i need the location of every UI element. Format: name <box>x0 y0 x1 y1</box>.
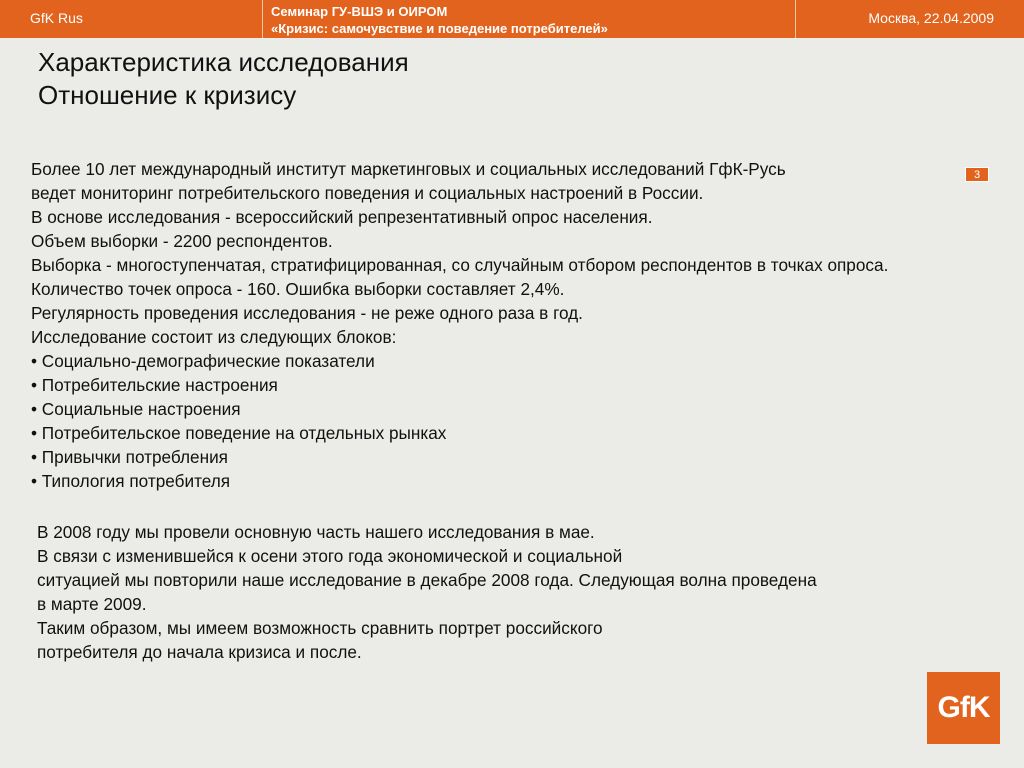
text-line: потребителя до начала кризиса и после. <box>37 642 362 662</box>
text-line: ситуацией мы повторили наше исследование в декабре 2008 года. Следующая волна проведена <box>37 570 817 590</box>
page-number-badge: 3 <box>965 167 989 182</box>
text-line: В связи с изменившейся к осени этого года экономической и социальной <box>37 546 623 566</box>
bullet-item: • Привычки потребления <box>31 447 228 467</box>
text-line: В основе исследования - всероссийский репрезентативный опрос населения. <box>31 207 653 227</box>
text-line: Выборка - многоступенчатая, стратифицированная, со случайным отбором респондентов в точках опроса. <box>31 255 889 275</box>
text-line: В 2008 году мы провели основную часть нашего исследования в мае. <box>37 522 595 542</box>
text-line: ведет мониторинг потребительского поведения и социальных настроений в России. <box>31 183 704 203</box>
text-line: Исследование состоит из следующих блоков: <box>31 327 397 347</box>
bullet-item: • Потребительские настроения <box>31 375 278 395</box>
bullet-item: • Социально-демографические показатели <box>31 351 375 371</box>
text-line: Регулярность проведения исследования - не реже одного раза в год. <box>31 303 583 323</box>
header-bar <box>0 0 1024 38</box>
seminar-line-2: «Кризис: самочувствие и поведение потребителей» <box>271 21 608 36</box>
page-title <box>38 46 409 112</box>
text-line: Количество точек опроса - 160. Ошибка выборки составляет 2,4%. <box>31 279 565 299</box>
title-line-1: Характеристика исследования <box>38 47 409 77</box>
title-line-2: Отношение к кризису <box>38 80 297 110</box>
text-line: Таким образом, мы имеем возможность сравнить портрет российского <box>37 618 603 638</box>
date-label: Москва, 22.04.2009 <box>868 10 994 26</box>
study-waves-note <box>37 520 997 664</box>
seminar-line-1: Семинар ГУ-ВШЭ и ОИРОМ <box>271 4 448 19</box>
bullet-item: • Потребительское поведение на отдельных рынках <box>31 423 447 443</box>
text-line: в марте 2009. <box>37 594 147 614</box>
seminar-title <box>262 0 796 38</box>
text-line: Более 10 лет международный институт маркетинговых и социальных исследований ГфК-Русь <box>31 159 786 179</box>
bullet-item: • Типология потребителя <box>31 471 231 491</box>
study-description <box>31 157 1024 493</box>
brand-label: GfK Rus <box>30 10 83 26</box>
gfk-logo: GfK <box>927 672 1000 744</box>
text-line: Объем выборки - 2200 респондентов. <box>31 231 333 251</box>
bullet-item: • Социальные настроения <box>31 399 241 419</box>
